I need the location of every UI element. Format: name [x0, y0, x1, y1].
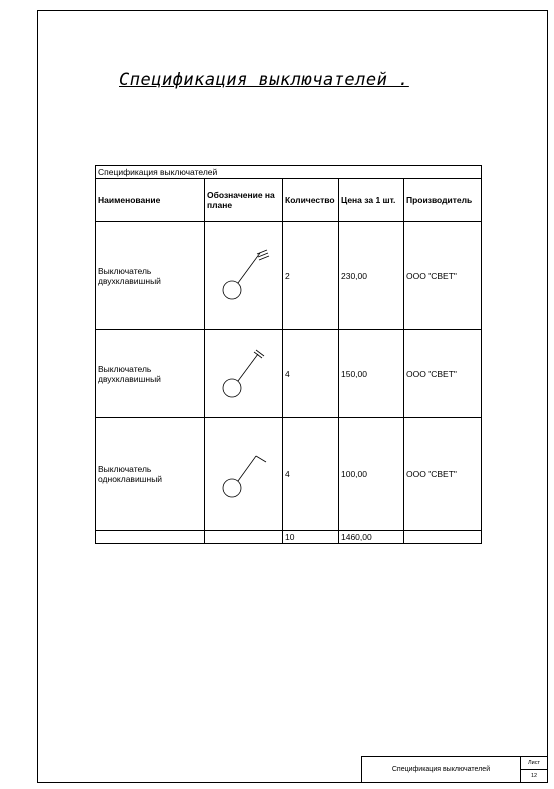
cell-quantity: 4: [283, 418, 339, 531]
total-quantity: 10: [283, 531, 339, 544]
switch-double-key-icon: [214, 246, 274, 306]
sheet-label: Лист: [521, 757, 547, 770]
cell-price: 100,00: [339, 418, 404, 531]
cell-name: Выключатель одноклавишный: [96, 418, 205, 531]
table-caption: Спецификация выключателей: [96, 166, 482, 179]
header-name: Наименование: [96, 179, 205, 222]
document-title: Спецификация выключателей .: [119, 70, 409, 90]
header-symbol: Обозначение на плане: [205, 179, 283, 222]
header-price: Цена за 1 шт.: [339, 179, 404, 222]
specification-table: [95, 165, 482, 544]
cell-manufacturer: ООО "СВЕТ": [404, 222, 482, 330]
cell-name: Выключатель двухклавишный: [96, 222, 205, 330]
sheet-number: 12: [530, 773, 538, 779]
header-manufacturer: Производитель: [404, 179, 482, 222]
table-header-row: [96, 179, 482, 222]
table-row: [96, 222, 482, 330]
cell-quantity: 4: [283, 330, 339, 418]
cell-symbol: [205, 330, 283, 418]
table-caption-row: [96, 166, 482, 179]
cell-symbol: [205, 418, 283, 531]
cell-quantity: 2: [283, 222, 339, 330]
table-row: [96, 330, 482, 418]
total-empty-manufacturer: [404, 531, 482, 544]
cell-price: 230,00: [339, 222, 404, 330]
switch-single-key-icon: [214, 444, 274, 504]
header-quantity: Количество: [283, 179, 339, 222]
title-block: [361, 756, 548, 783]
title-block-title: Спецификация выключателей: [362, 757, 521, 782]
cell-symbol: [205, 222, 283, 330]
cell-manufacturer: ООО "СВЕТ": [404, 330, 482, 418]
cell-price: 150,00: [339, 330, 404, 418]
total-empty-symbol: [205, 531, 283, 544]
sheet-box: [521, 757, 547, 782]
switch-double-key-icon: [214, 344, 274, 404]
cell-name: Выключатель двухклавишный: [96, 330, 205, 418]
table-row: [96, 418, 482, 531]
total-empty-name: [96, 531, 205, 544]
total-price: 1460,00: [339, 531, 404, 544]
totals-row: [96, 531, 482, 544]
cell-manufacturer: ООО "СВЕТ": [404, 418, 482, 531]
